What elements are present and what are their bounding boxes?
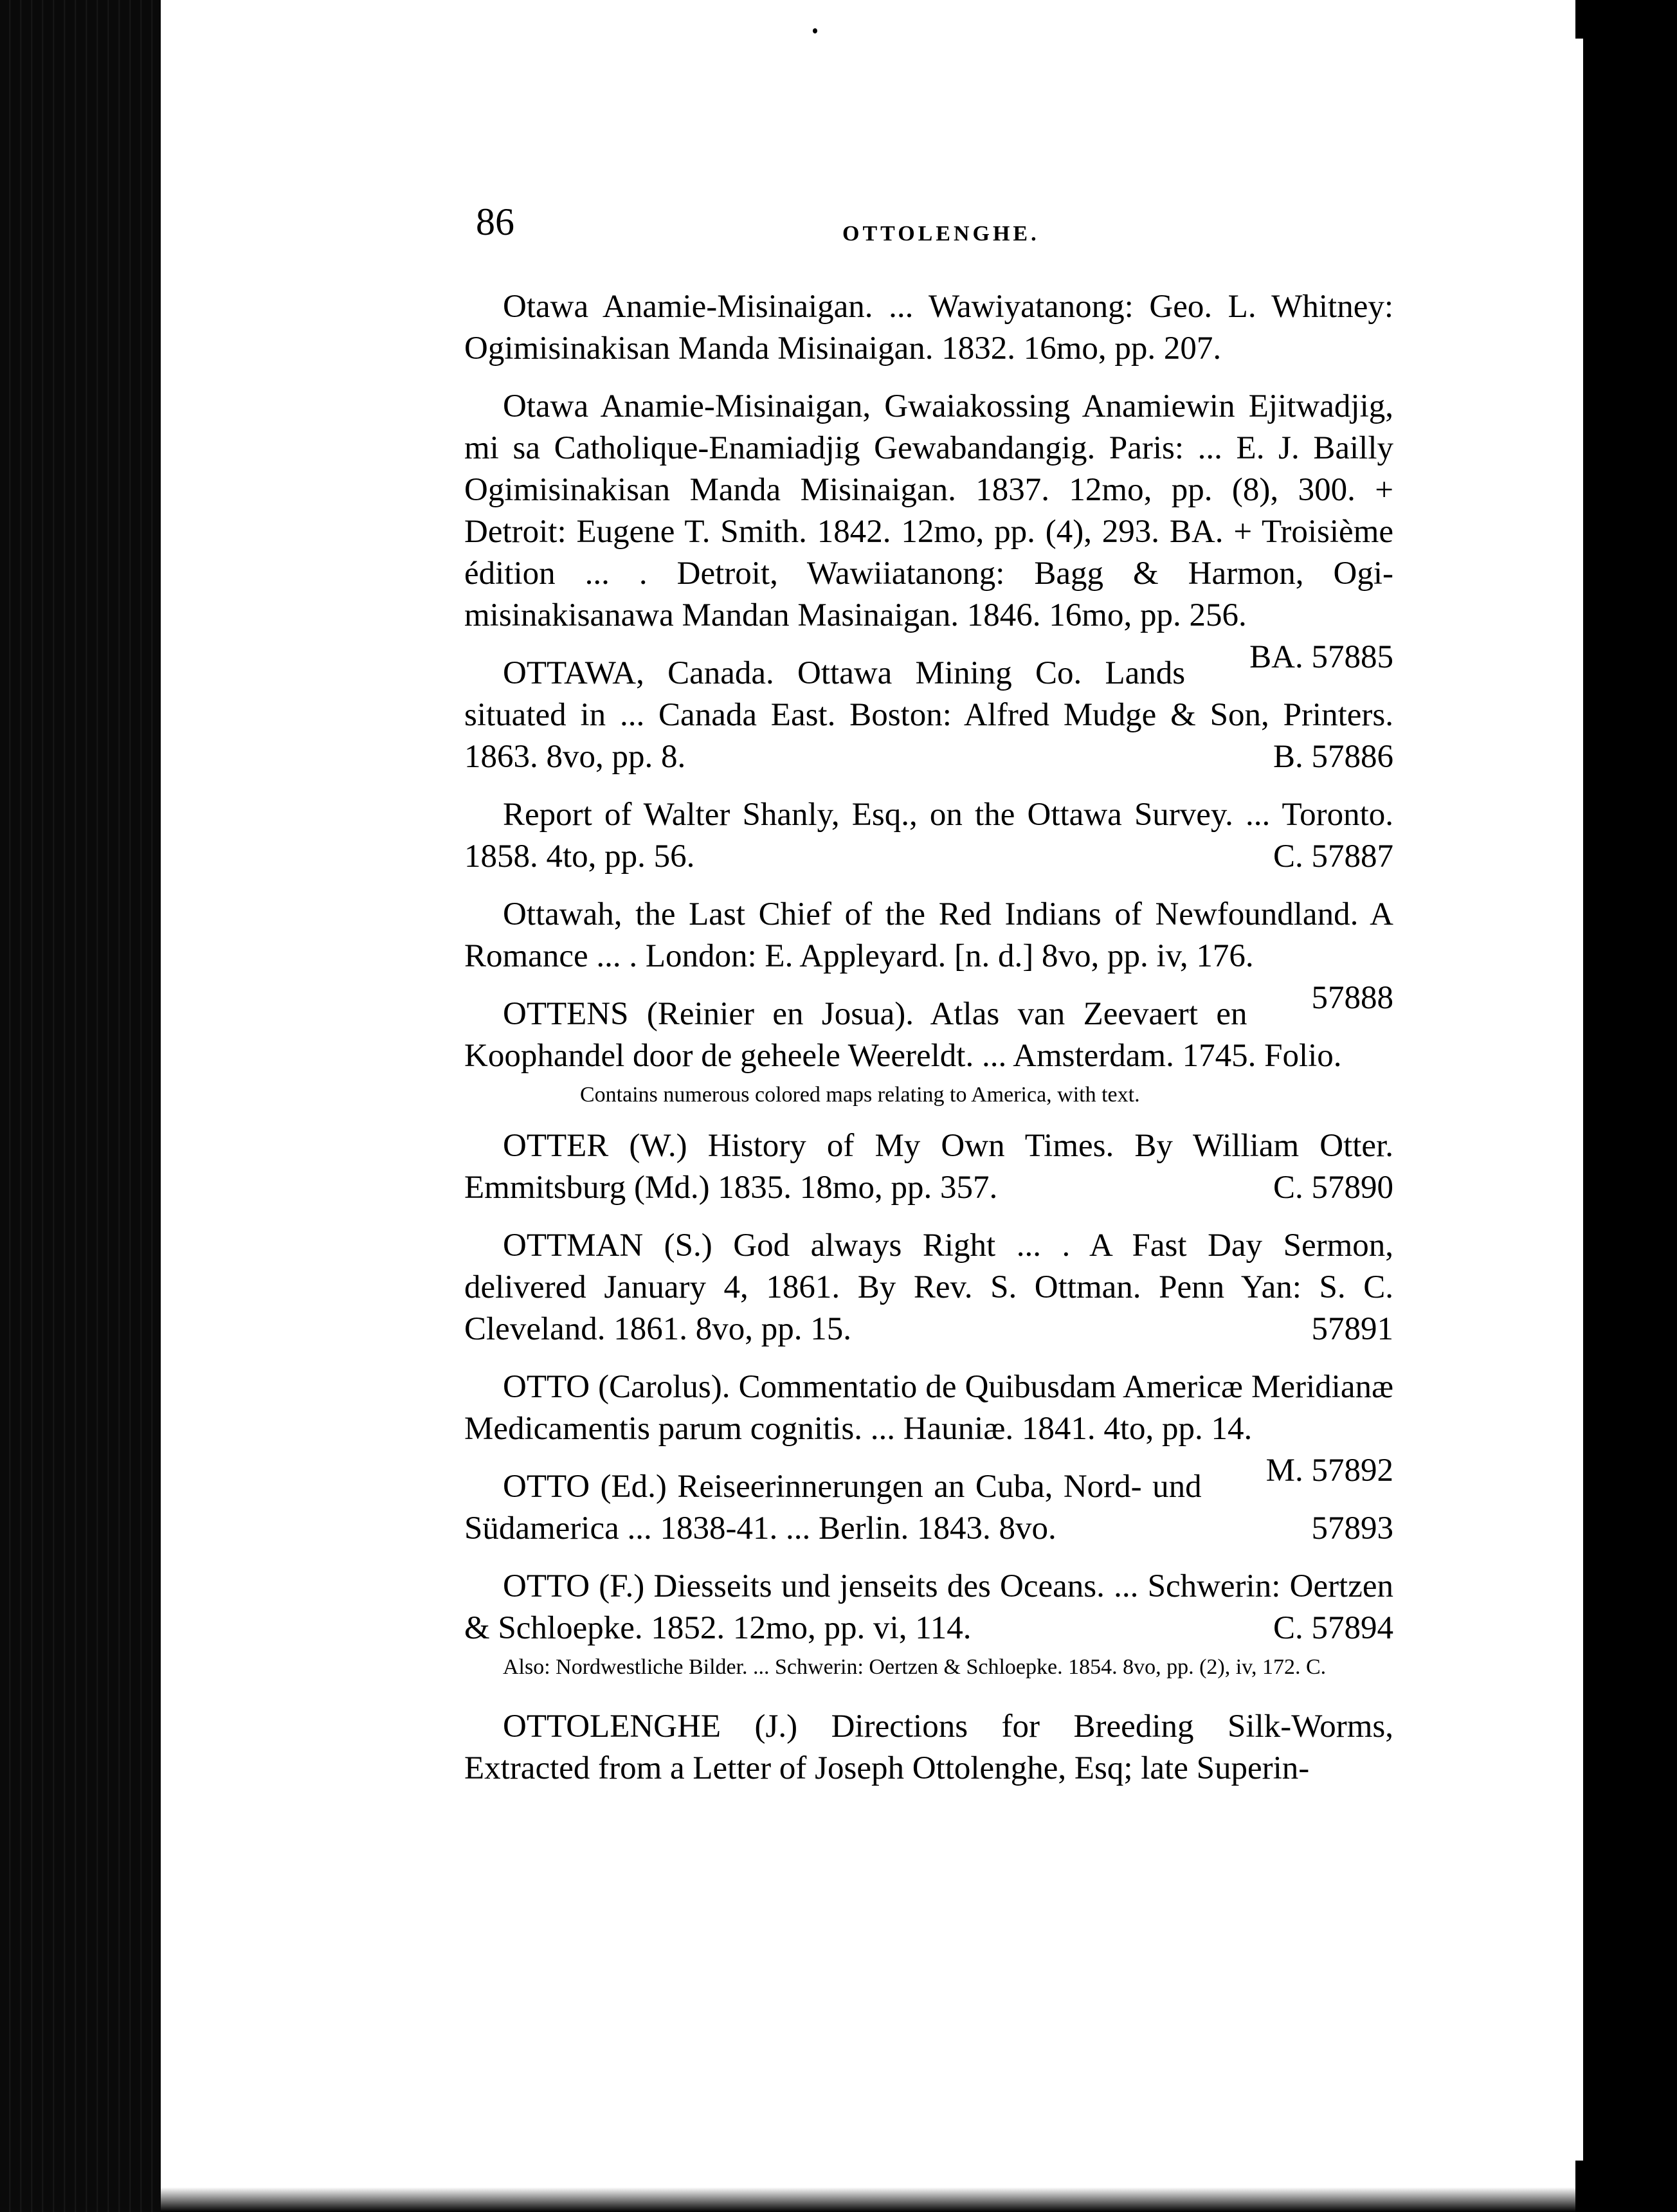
entry-number: C. 57894 bbox=[1273, 1610, 1393, 1646]
entry-57894 bbox=[464, 1566, 1393, 1682]
entry-number: BA. 57885 bbox=[1249, 639, 1393, 675]
entry-57891 bbox=[464, 1225, 1393, 1350]
entry-number: B. 57886 bbox=[1273, 739, 1393, 775]
entry-number: M. 57892 bbox=[1265, 1453, 1393, 1489]
running-head: OTTOLENGHE. bbox=[842, 222, 1040, 246]
bibliography-text bbox=[464, 286, 1393, 1790]
entry-ottens bbox=[464, 993, 1393, 1109]
entry-text: Report of Walter Shanly, Esq., on the Ottawa Survey. ... Toronto. 1858. 4to, pp. 56. bbox=[464, 797, 1393, 875]
entry-note: Contains numerous colored maps relating to America, with text. bbox=[580, 1083, 1140, 1107]
page-number: 86 bbox=[476, 201, 514, 243]
entry-number: 57891 bbox=[1311, 1311, 1393, 1347]
page-fore-edge bbox=[1569, 39, 1583, 2161]
entry-text: Otawa Anamie-Misinaigan. ... Wawiyatanong: Geo. L. Whitney: Ogimisinakisan Manda Misinaigan. 1832. 16mo, pp. 207. bbox=[464, 289, 1393, 367]
entry-text: OTTER (W.) History of My Own Times. By William Otter. Emmitsburg (Md.) 1835. 18mo, pp. 357. bbox=[464, 1128, 1393, 1206]
entry-text: OTTO (Ed.) Reiseerinnerungen an Cuba, Nord- und Südamerica ... 1838-41. ... Berlin. 1843. 8vo. bbox=[464, 1469, 1202, 1546]
entry-number: C. 57890 bbox=[1273, 1170, 1393, 1206]
entry-otawa-1832 bbox=[464, 286, 1393, 370]
entry-57890 bbox=[464, 1125, 1393, 1209]
entry-number: C. 57887 bbox=[1273, 839, 1393, 875]
entry-text: OTTMAN (S.) God always Right ... . A Fast Day Sermon, delivered January 4, 1861. By Rev. S. Ottman. Penn Yan: S. C. Cleveland. 1861. 8vo, pp. 15. bbox=[464, 1228, 1393, 1347]
entry-57887 bbox=[464, 794, 1393, 878]
entry-text: OTTOLENGHE (J.) Directions for Breeding Silk-Worms, Extracted from a Letter of Joseph Ottolenghe, Esq; late Superin- bbox=[464, 1709, 1393, 1786]
entry-number: 57888 bbox=[1311, 980, 1393, 1016]
entry-ottolenghe bbox=[464, 1706, 1393, 1790]
entry-57888 bbox=[464, 894, 1393, 1016]
entry-text: OTTO (Carolus). Commentatio de Quibusdam Americæ Meridianæ Medicamentis parum cognitis. ... Hauniæ. 1841. 4to, pp. 14. bbox=[464, 1369, 1393, 1447]
entry-text: OTTAWA, Canada. Ottawa Mining Co. Lands situated in ... Canada East. Boston: Alfred Mudge & Son, Printers. 1863. 8vo, pp. 8. bbox=[464, 655, 1393, 775]
entry-text: Otawa Anamie-Misinaigan, Gwaiakossing Anamiewin Ejitwadjig, mi sa Catholique-Enamiadjig Gewabandangig. Paris: ... E. J. Bailly Ogimisinakisan Manda Misinaigan. 1837. 12mo, pp. (8), 300. + Detroit: Eugene T. Smith. 1842. 12mo, pp. (4), 293. BA. + Troisième édition ... . Detroit, Wawiiatanong: Bagg & Harmon, Ogi-misinakisanawa Mandan Masinaigan. 1846. 16mo, pp. 256. bbox=[464, 388, 1393, 633]
scan-border-right bbox=[1600, 0, 1677, 2212]
scan-speck bbox=[813, 28, 817, 33]
page-bottom-edge bbox=[161, 2177, 1575, 2212]
entry-57885 bbox=[464, 386, 1393, 675]
entry-57892 bbox=[464, 1366, 1393, 1489]
entry-text: OTTO (F.) Diesseits und jenseits des Oceans. ... Schwerin: Oertzen & Schloepke. 1852. 12mo, pp. vi, 114. bbox=[464, 1568, 1393, 1646]
entry-text: Ottawah, the Last Chief of the Red Indians of Newfoundland. A Romance ... . London: E. Appleyard. [n. d.] 8vo, pp. iv, 176. bbox=[464, 896, 1393, 974]
entry-text: OTTENS (Reinier en Josua). Atlas van Zeevaert en Koophandel door de geheele Weereldt. ... Amsterdam. 1745. Folio. bbox=[464, 996, 1342, 1074]
entry-note: Also: Nordwestliche Bilder. ... Schwerin: Oertzen & Schloepke. 1854. 8vo, pp. (2), iv, 172. C. bbox=[503, 1655, 1327, 1679]
entry-number: 57893 bbox=[1311, 1510, 1393, 1546]
